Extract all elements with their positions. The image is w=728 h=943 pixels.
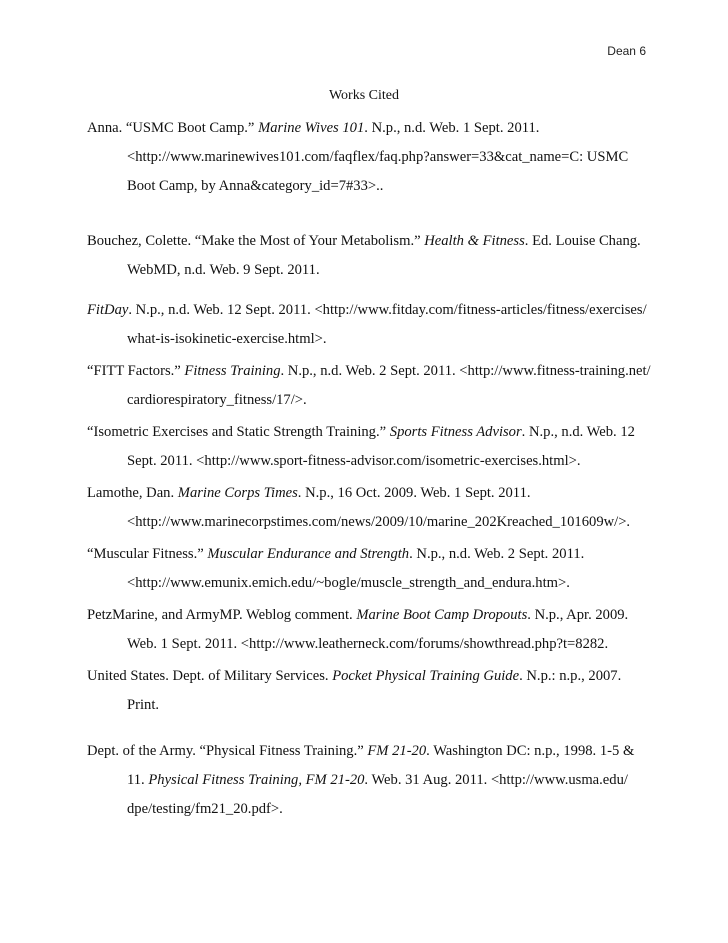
citation-text: Boot Camp, by Anna&category_id=7#33>.. [127, 178, 384, 194]
citation-line [87, 737, 657, 766]
citation-line [87, 508, 657, 537]
citation-line [87, 691, 657, 720]
citation-text: . N.p., n.d. Web. 12 Sept. 2011. <http://www.fitday.com/fitness-articles/fitness/exercises/ [128, 302, 647, 318]
citation-text: Web. 1 Sept. 2011. <http://www.leatherneck.com/forums/showthread.php?t=8282. [127, 636, 609, 652]
citation-title-text: Marine Wives 101 [258, 120, 365, 136]
citation-line [87, 540, 657, 569]
citation-entry [87, 357, 657, 415]
citation-line [87, 172, 657, 201]
works-cited-title: Works Cited [328, 88, 400, 103]
citation-entry [87, 540, 657, 598]
page-header: Dean 6 [607, 44, 646, 58]
citation-text: United States. Dept. of Military Services. [87, 668, 333, 684]
citation-entry [87, 227, 657, 285]
citation-text: “Muscular Fitness.” [87, 546, 208, 562]
citation-text: . N.p., n.d. Web. 2 Sept. 2011. <http://www.fitness-training.net/ [280, 363, 651, 379]
citation-line [87, 114, 657, 143]
citation-text: Bouchez, Colette. “Make the Most of Your Metabolism.” [87, 233, 425, 249]
citation-text: Lamothe, Dan. [87, 485, 178, 501]
citation-text: 11. [127, 772, 149, 788]
citation-entry [87, 737, 657, 824]
citation-entry [87, 296, 657, 354]
citation-entry [87, 479, 657, 537]
citation-line [87, 325, 657, 354]
citation-text: Print. [127, 697, 160, 713]
citation-line [87, 601, 657, 630]
citation-line [87, 662, 657, 691]
citation-text: “Isometric Exercises and Static Strength Training.” [87, 424, 390, 440]
citation-line [87, 357, 657, 386]
citation-text: . Web. 31 Aug. 2011. <http://www.usma.edu/ [364, 772, 628, 788]
citation-line [87, 227, 657, 256]
citation-text: cardiorespiratory_fitness/17/>. [127, 392, 307, 408]
citation-line [87, 447, 657, 476]
citation-text: Sept. 2011. <http://www.sport-fitness-advisor.com/isometric-exercises.html>. [127, 453, 581, 469]
citation-text: <http://www.marinewives101.com/faqflex/faq.php?answer=33&cat_name=C: USMC [127, 149, 629, 165]
citation-text: . N.p., n.d. Web. 12 [521, 424, 635, 440]
citation-title-text: Marine Boot Camp Dropouts [356, 607, 528, 623]
citation-text: . N.p.: n.p., 2007. [519, 668, 622, 684]
citation-text: “FITT Factors.” [87, 363, 185, 379]
citation-entry [87, 114, 657, 201]
citation-text: <http://www.marinecorpstimes.com/news/2009/10/marine_202Kreached_101609w/>. [127, 514, 631, 530]
citation-text: . N.p., Apr. 2009. [527, 607, 629, 623]
citation-title-text: FitDay [87, 302, 129, 318]
citation-title-text: Fitness Training [184, 363, 281, 379]
citation-line [87, 630, 657, 659]
citation-text: WebMD, n.d. Web. 9 Sept. 2011. [127, 262, 320, 278]
citation-title-text: Sports Fitness Advisor [389, 424, 522, 440]
citation-line [87, 795, 657, 824]
citation-text: . N.p., n.d. Web. 1 Sept. 2011. [364, 120, 540, 136]
citation-entry [87, 418, 657, 476]
citation-entry [87, 601, 657, 659]
citation-line [87, 418, 657, 447]
citation-title-text: Marine Corps Times [177, 485, 298, 501]
citation-line [87, 569, 657, 598]
citation-entry [87, 662, 657, 720]
citation-text: . N.p., n.d. Web. 2 Sept. 2011. [409, 546, 585, 562]
citation-text: dpe/testing/fm21_20.pdf>. [127, 801, 283, 817]
citation-title-text: FM 21-20 [367, 743, 427, 759]
citation-text: . Washington DC: n.p., 1998. 1-5 & [426, 743, 635, 759]
citation-title-text: Health & Fitness [424, 233, 525, 249]
citation-line [87, 256, 657, 285]
citation-text: . Ed. Louise Chang. [524, 233, 641, 249]
citation-line [87, 296, 657, 325]
citation-line [87, 143, 657, 172]
citation-text: what-is-isokinetic-exercise.html>. [127, 331, 327, 347]
citation-text: . N.p., 16 Oct. 2009. Web. 1 Sept. 2011. [297, 485, 531, 501]
citation-title-text: Muscular Endurance and Strength [207, 546, 410, 562]
citation-line [87, 766, 657, 795]
citation-text: Dept. of the Army. “Physical Fitness Training.” [87, 743, 368, 759]
citation-line [87, 386, 657, 415]
citation-title-text: Physical Fitness Training, FM 21-20 [148, 772, 365, 788]
citation-line [87, 479, 657, 508]
citation-title-text: Pocket Physical Training Guide [332, 668, 520, 684]
citation-text: PetzMarine, and ArmyMP. Weblog comment. [87, 607, 357, 623]
citation-text: <http://www.emunix.emich.edu/~bogle/muscle_strength_and_endura.htm>. [127, 575, 570, 591]
citation-text: Anna. “USMC Boot Camp.” [87, 120, 259, 136]
